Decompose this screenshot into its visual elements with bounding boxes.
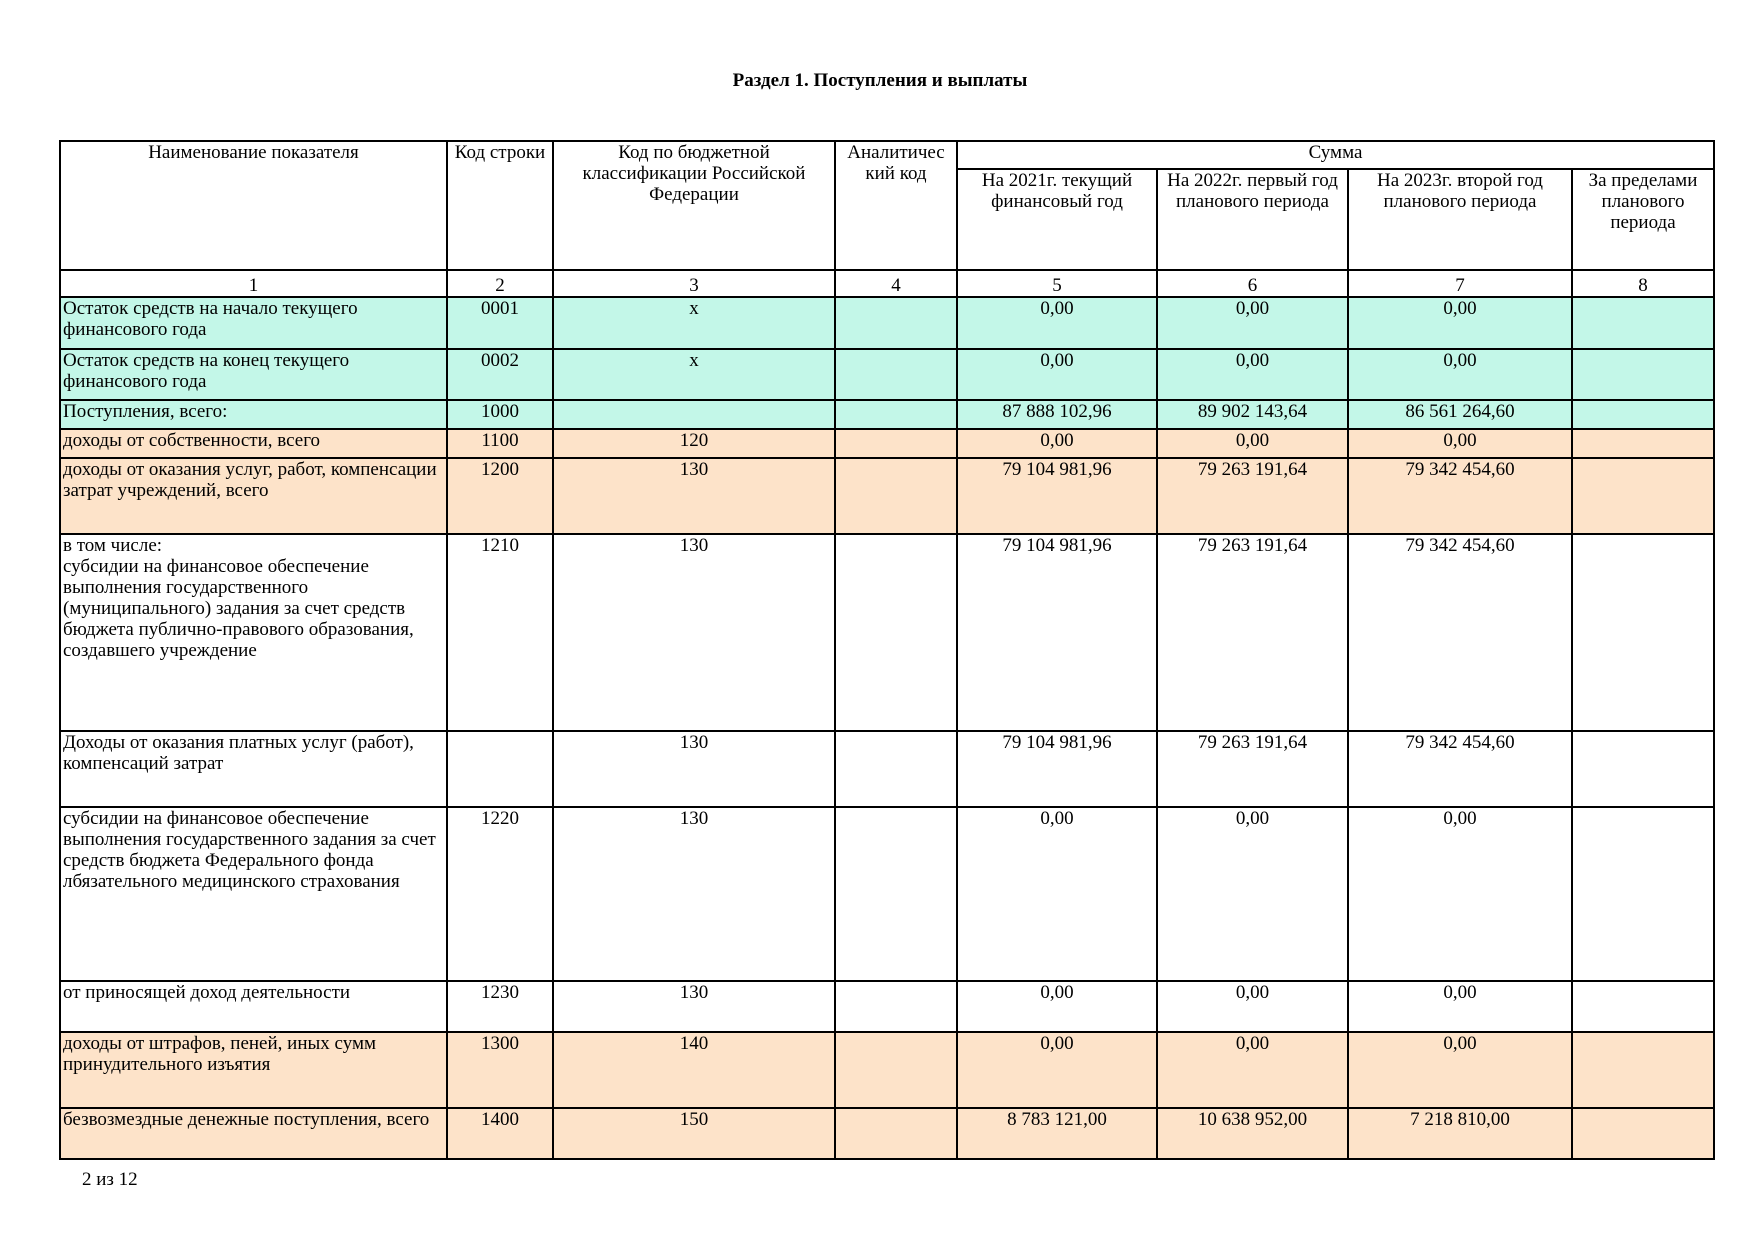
row-code: 0001 xyxy=(447,297,553,349)
row-value-2022: 0,00 xyxy=(1157,981,1348,1032)
header-beyond: За пределами планового периода xyxy=(1572,169,1714,270)
row-value-2021: 0,00 xyxy=(957,349,1157,400)
row-value-beyond xyxy=(1572,731,1714,807)
row-budget-code: x xyxy=(553,297,835,349)
row-code: 1210 xyxy=(447,534,553,731)
row-name: безвозмездные денежные поступления, всего xyxy=(60,1108,447,1159)
header-2021: На 2021г. текущий финансовый год xyxy=(957,169,1157,270)
row-value-2021: 79 104 981,96 xyxy=(957,731,1157,807)
column-number: 4 xyxy=(835,270,957,297)
row-budget-code: 140 xyxy=(553,1032,835,1108)
row-value-2021: 0,00 xyxy=(957,807,1157,981)
row-value-2022: 79 263 191,64 xyxy=(1157,534,1348,731)
row-value-2021: 79 104 981,96 xyxy=(957,458,1157,534)
header-2022: На 2022г. первый год планового периода xyxy=(1157,169,1348,270)
table-row xyxy=(60,807,1714,981)
row-analytic-code xyxy=(835,731,957,807)
row-value-2021: 87 888 102,96 xyxy=(957,400,1157,429)
row-value-beyond xyxy=(1572,458,1714,534)
row-value-beyond xyxy=(1572,981,1714,1032)
row-analytic-code xyxy=(835,534,957,731)
row-value-2023: 0,00 xyxy=(1348,297,1572,349)
row-code: 1100 xyxy=(447,429,553,458)
row-code: 1200 xyxy=(447,458,553,534)
row-name: Остаток средств на конец текущего финансового года xyxy=(60,349,447,400)
row-value-2023: 79 342 454,60 xyxy=(1348,731,1572,807)
row-analytic-code xyxy=(835,297,957,349)
page-counter: 2 из 12 xyxy=(82,1169,138,1190)
row-value-2023: 0,00 xyxy=(1348,981,1572,1032)
row-value-beyond xyxy=(1572,1108,1714,1159)
column-number: 3 xyxy=(553,270,835,297)
table-row xyxy=(60,534,1714,731)
row-value-2022: 89 902 143,64 xyxy=(1157,400,1348,429)
row-value-2022: 0,00 xyxy=(1157,1032,1348,1108)
row-value-2023: 0,00 xyxy=(1348,429,1572,458)
row-name: в том числе: субсидии на финансовое обеспечение выполнения государственного (муниципального) задания за счет средств бюджета публично-правового образования, создавшего учреждение xyxy=(60,534,447,731)
row-budget-code: 130 xyxy=(553,534,835,731)
row-value-beyond xyxy=(1572,349,1714,400)
column-number: 7 xyxy=(1348,270,1572,297)
row-value-2022: 0,00 xyxy=(1157,807,1348,981)
row-budget-code: 130 xyxy=(553,731,835,807)
table-row xyxy=(60,400,1714,429)
row-value-2022: 0,00 xyxy=(1157,349,1348,400)
row-analytic-code xyxy=(835,400,957,429)
header-indicator-name: Наименование показателя xyxy=(60,141,447,270)
header-sum: Сумма xyxy=(957,141,1714,169)
column-number: 1 xyxy=(60,270,447,297)
row-value-2022: 79 263 191,64 xyxy=(1157,458,1348,534)
column-number: 2 xyxy=(447,270,553,297)
column-number: 6 xyxy=(1157,270,1348,297)
table-row xyxy=(60,1032,1714,1108)
income-payments-table xyxy=(59,140,1715,1160)
row-value-2022: 0,00 xyxy=(1157,297,1348,349)
table-row xyxy=(60,1108,1714,1159)
row-value-2023: 0,00 xyxy=(1348,807,1572,981)
row-value-2021: 8 783 121,00 xyxy=(957,1108,1157,1159)
table-row xyxy=(60,731,1714,807)
header-budget-code: Код по бюджетной классификации Российской Федерации xyxy=(553,141,835,270)
row-budget-code: x xyxy=(553,349,835,400)
row-value-2021: 0,00 xyxy=(957,429,1157,458)
row-value-2023: 79 342 454,60 xyxy=(1348,534,1572,731)
section-title: Раздел 1. Поступления и выплаты xyxy=(732,70,1028,91)
row-budget-code: 120 xyxy=(553,429,835,458)
row-budget-code: 150 xyxy=(553,1108,835,1159)
row-value-beyond xyxy=(1572,429,1714,458)
header-row-code: Код строки xyxy=(447,141,553,270)
row-budget-code xyxy=(553,400,835,429)
row-code: 1220 xyxy=(447,807,553,981)
row-name: доходы от штрафов, пеней, иных сумм принудительного изъятия xyxy=(60,1032,447,1108)
row-name: Остаток средств на начало текущего финансового года xyxy=(60,297,447,349)
table-row xyxy=(60,297,1714,349)
row-name: от приносящей доход деятельности xyxy=(60,981,447,1032)
row-value-2021: 0,00 xyxy=(957,1032,1157,1108)
row-code: 1400 xyxy=(447,1108,553,1159)
column-numbers-row xyxy=(60,270,1714,297)
column-number: 5 xyxy=(957,270,1157,297)
row-budget-code: 130 xyxy=(553,458,835,534)
row-code: 1000 xyxy=(447,400,553,429)
row-name: Поступления, всего: xyxy=(60,400,447,429)
table-row xyxy=(60,349,1714,400)
column-number: 8 xyxy=(1572,270,1714,297)
row-value-2023: 0,00 xyxy=(1348,349,1572,400)
row-budget-code: 130 xyxy=(553,981,835,1032)
row-value-2022: 0,00 xyxy=(1157,429,1348,458)
row-value-2023: 7 218 810,00 xyxy=(1348,1108,1572,1159)
row-analytic-code xyxy=(835,429,957,458)
row-value-beyond xyxy=(1572,807,1714,981)
row-code: 0002 xyxy=(447,349,553,400)
row-value-2022: 79 263 191,64 xyxy=(1157,731,1348,807)
row-analytic-code xyxy=(835,807,957,981)
header-2023: На 2023г. второй год планового периода xyxy=(1348,169,1572,270)
row-value-2021: 0,00 xyxy=(957,297,1157,349)
row-name: субсидии на финансовое обеспечение выполнения государственного задания за счет средств бюджета Федерального фонда лбязательного медицинского страхования xyxy=(60,807,447,981)
row-value-2023: 79 342 454,60 xyxy=(1348,458,1572,534)
row-name: доходы от оказания услуг, работ, компенсации затрат учреждений, всего xyxy=(60,458,447,534)
row-analytic-code xyxy=(835,349,957,400)
row-value-2021: 79 104 981,96 xyxy=(957,534,1157,731)
row-analytic-code xyxy=(835,458,957,534)
table-row xyxy=(60,458,1714,534)
row-value-2023: 86 561 264,60 xyxy=(1348,400,1572,429)
header-analytic-code: Аналитичес кий код xyxy=(835,141,957,270)
row-code: 1300 xyxy=(447,1032,553,1108)
row-analytic-code xyxy=(835,981,957,1032)
row-name: доходы от собственности, всего xyxy=(60,429,447,458)
row-value-beyond xyxy=(1572,1032,1714,1108)
table-row xyxy=(60,429,1714,458)
row-code xyxy=(447,731,553,807)
row-analytic-code xyxy=(835,1108,957,1159)
row-value-beyond xyxy=(1572,534,1714,731)
row-value-2022: 10 638 952,00 xyxy=(1157,1108,1348,1159)
row-budget-code: 130 xyxy=(553,807,835,981)
table-row xyxy=(60,981,1714,1032)
row-analytic-code xyxy=(835,1032,957,1108)
row-value-2023: 0,00 xyxy=(1348,1032,1572,1108)
row-value-2021: 0,00 xyxy=(957,981,1157,1032)
row-code: 1230 xyxy=(447,981,553,1032)
row-value-beyond xyxy=(1572,400,1714,429)
row-value-beyond xyxy=(1572,297,1714,349)
row-name: Доходы от оказания платных услуг (работ), компенсаций затрат xyxy=(60,731,447,807)
